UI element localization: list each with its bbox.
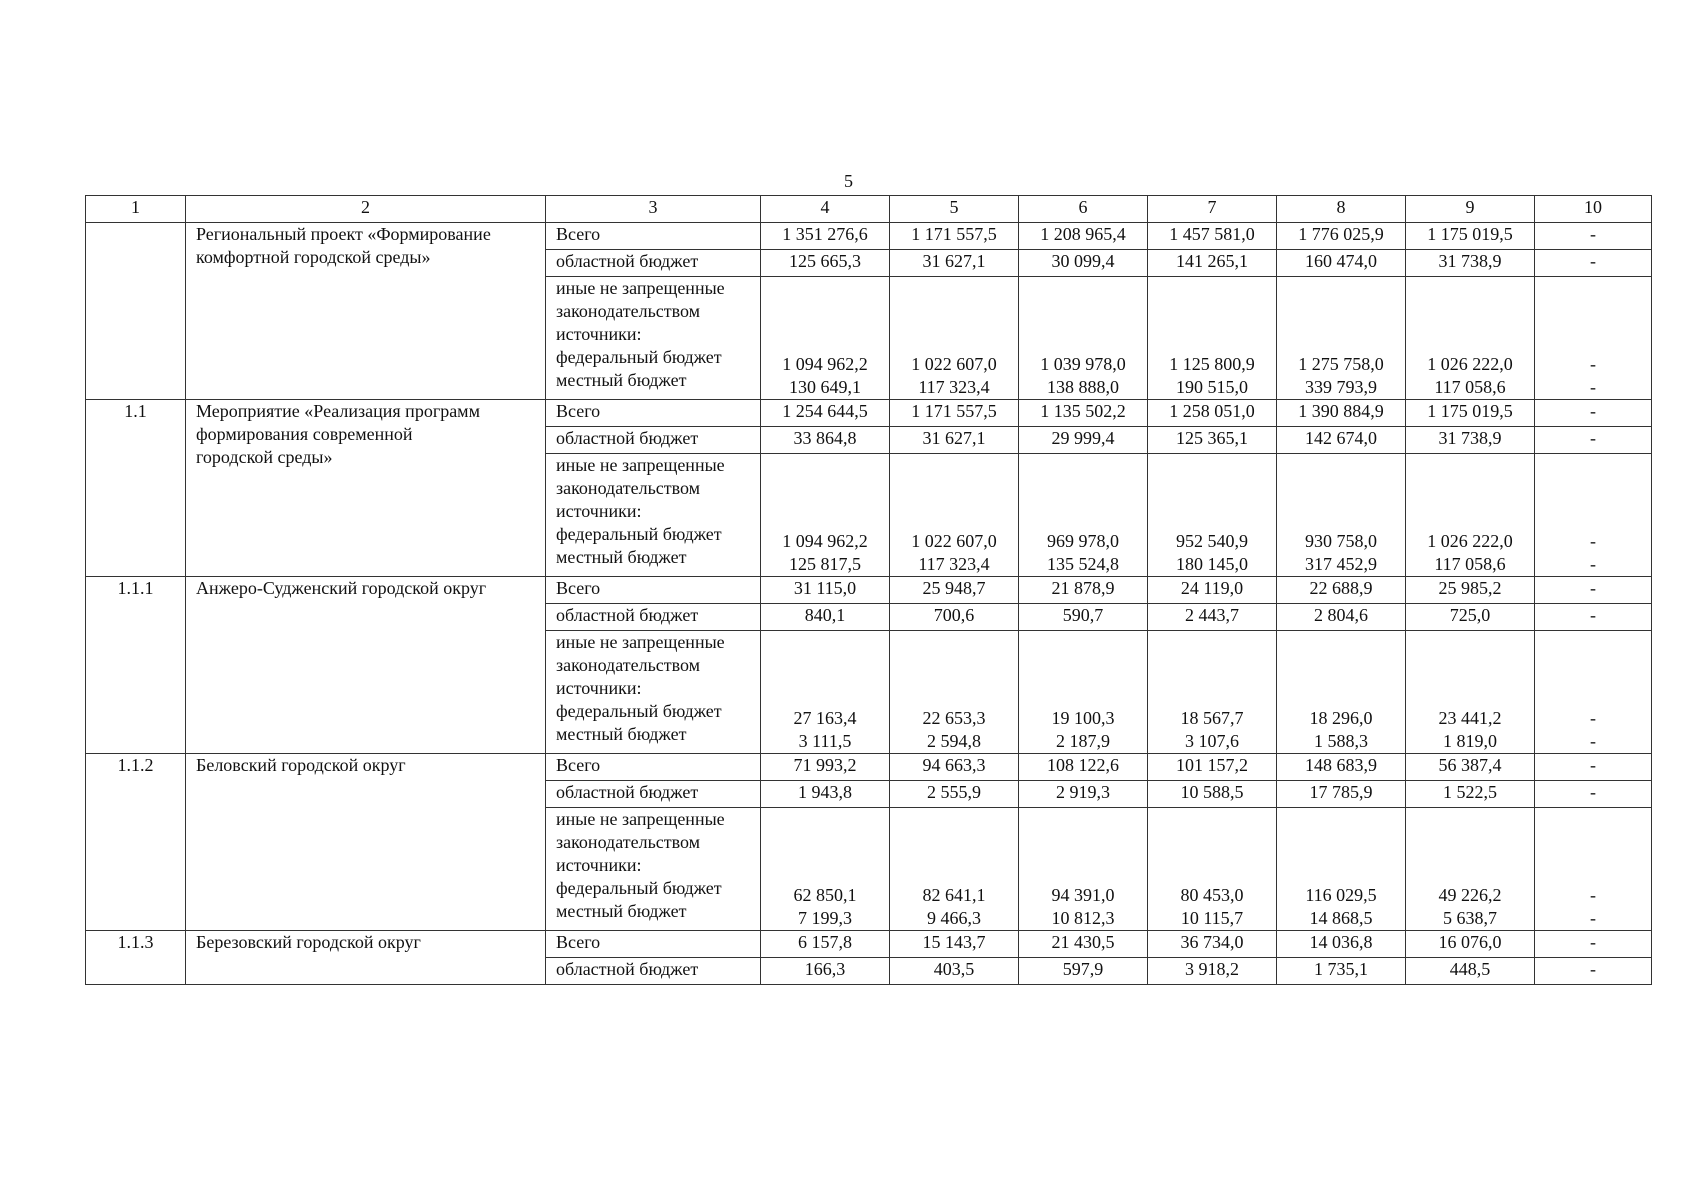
local-value: 2 187,9 (1056, 731, 1110, 751)
value-cell: 1 457 581,0 (1148, 223, 1277, 250)
value-cell: 14 036,8 (1277, 931, 1406, 958)
value-cell-group (1277, 631, 1406, 754)
federal-value: 1 094 962,2 (782, 354, 868, 374)
value-cell: 403,5 (890, 958, 1019, 985)
row-name (186, 400, 546, 577)
value-cell: 1 175 019,5 (1406, 400, 1535, 427)
federal-value: 1 022 607,0 (911, 531, 997, 551)
column-number: 7 (1148, 196, 1277, 223)
value-cell: 1 943,8 (761, 781, 890, 808)
source-label: Всего (546, 577, 761, 604)
column-number: 6 (1019, 196, 1148, 223)
source-label-line: законодательством (556, 301, 701, 321)
value-cell: 15 143,7 (890, 931, 1019, 958)
value-cell: - (1535, 931, 1652, 958)
column-number: 4 (761, 196, 890, 223)
value-cell-group (1406, 454, 1535, 577)
source-label-line: законодательством (556, 655, 701, 675)
value-cell: 1 171 557,5 (890, 223, 1019, 250)
value-cell-group (1406, 631, 1535, 754)
federal-value: 1 094 962,2 (782, 531, 868, 551)
value-cell: 725,0 (1406, 604, 1535, 631)
value-cell: 160 474,0 (1277, 250, 1406, 277)
source-label: областной бюджет (546, 250, 761, 277)
federal-value: - (1590, 708, 1596, 728)
source-label-line: местный бюджет (556, 370, 687, 390)
row-name-line: городской среды» (196, 447, 333, 467)
value-cell: 597,9 (1019, 958, 1148, 985)
column-number: 8 (1277, 196, 1406, 223)
value-cell-group (1277, 277, 1406, 400)
source-label-line: законодательством (556, 832, 701, 852)
value-cell: 31 627,1 (890, 250, 1019, 277)
value-cell: 2 443,7 (1148, 604, 1277, 631)
value-cell: 1 390 884,9 (1277, 400, 1406, 427)
local-value: 125 817,5 (789, 554, 861, 574)
value-cell: 448,5 (1406, 958, 1535, 985)
source-label-line: федеральный бюджет (556, 524, 722, 544)
federal-value: 82 641,1 (922, 885, 986, 905)
federal-value: 80 453,0 (1180, 885, 1244, 905)
value-cell-group (890, 454, 1019, 577)
local-value: 10 812,3 (1051, 908, 1115, 928)
source-label-group (546, 277, 761, 400)
value-cell-group (761, 808, 890, 931)
source-label-line: иные не запрещенные (556, 455, 725, 475)
value-cell: 1 776 025,9 (1277, 223, 1406, 250)
local-value: 317 452,9 (1305, 554, 1377, 574)
value-cell: 590,7 (1019, 604, 1148, 631)
local-value: - (1590, 908, 1596, 928)
source-label-line: местный бюджет (556, 547, 687, 567)
local-value: 130 649,1 (789, 377, 861, 397)
value-cell: 56 387,4 (1406, 754, 1535, 781)
local-value: 117 058,6 (1434, 377, 1506, 397)
federal-value: 1 039 978,0 (1040, 354, 1126, 374)
column-number: 5 (890, 196, 1019, 223)
row-name-line: Региональный проект «Формирование (196, 224, 491, 244)
table-row (86, 931, 1652, 958)
value-cell: 22 688,9 (1277, 577, 1406, 604)
row-name-line: Анжеро-Судженский городской округ (196, 578, 487, 598)
value-cell: 1 175 019,5 (1406, 223, 1535, 250)
value-cell: 21 430,5 (1019, 931, 1148, 958)
value-cell: 101 157,2 (1148, 754, 1277, 781)
column-number-row (86, 196, 1652, 223)
column-number: 2 (186, 196, 546, 223)
value-cell: 71 993,2 (761, 754, 890, 781)
value-cell-group (1535, 454, 1652, 577)
source-label: Всего (546, 931, 761, 958)
local-value: - (1590, 554, 1596, 574)
local-value: 135 524,8 (1047, 554, 1119, 574)
federal-value: 930 758,0 (1305, 531, 1377, 551)
federal-value: 94 391,0 (1051, 885, 1115, 905)
column-number: 10 (1535, 196, 1652, 223)
value-cell: 1 522,5 (1406, 781, 1535, 808)
row-name-line: формирования современной (196, 424, 413, 444)
local-value: - (1590, 731, 1596, 751)
value-cell: - (1535, 223, 1652, 250)
local-value: 2 594,8 (927, 731, 981, 751)
table-row (86, 223, 1652, 250)
value-cell: 1 208 965,4 (1019, 223, 1148, 250)
value-cell-group (1277, 808, 1406, 931)
source-label-line: местный бюджет (556, 724, 687, 744)
value-cell-group (890, 808, 1019, 931)
federal-value: - (1590, 885, 1596, 905)
federal-value: 1 022 607,0 (911, 354, 997, 374)
value-cell-group (1535, 808, 1652, 931)
value-cell: 33 864,8 (761, 427, 890, 454)
value-cell-group (890, 631, 1019, 754)
budget-table (85, 195, 1652, 985)
local-value: 180 145,0 (1176, 554, 1248, 574)
federal-value: - (1590, 354, 1596, 374)
value-cell: 1 351 276,6 (761, 223, 890, 250)
value-cell: - (1535, 754, 1652, 781)
row-name-line: Березовский городской округ (196, 932, 421, 952)
source-label-line: источники: (556, 501, 642, 521)
row-name (186, 754, 546, 931)
value-cell-group (1148, 277, 1277, 400)
local-value: 1 819,0 (1443, 731, 1497, 751)
value-cell: 840,1 (761, 604, 890, 631)
value-cell: 36 734,0 (1148, 931, 1277, 958)
value-cell: 700,6 (890, 604, 1019, 631)
local-value: 1 588,3 (1314, 731, 1368, 751)
row-name-line: Мероприятие «Реализация программ (196, 401, 480, 421)
value-cell: - (1535, 250, 1652, 277)
value-cell-group (1535, 277, 1652, 400)
federal-value: 1 125 800,9 (1169, 354, 1255, 374)
value-cell: 1 258 051,0 (1148, 400, 1277, 427)
federal-value: 1 026 222,0 (1427, 531, 1513, 551)
value-cell: 31 738,9 (1406, 250, 1535, 277)
federal-value: 19 100,3 (1051, 708, 1115, 728)
row-code: 1.1.1 (86, 577, 186, 754)
row-code: 1.1.2 (86, 754, 186, 931)
value-cell: 1 254 644,5 (761, 400, 890, 427)
table-body (86, 223, 1652, 985)
local-value: 339 793,9 (1305, 377, 1377, 397)
source-label-line: федеральный бюджет (556, 701, 722, 721)
value-cell: 3 918,2 (1148, 958, 1277, 985)
value-cell: 31 627,1 (890, 427, 1019, 454)
value-cell: 24 119,0 (1148, 577, 1277, 604)
value-cell-group (1019, 277, 1148, 400)
value-cell-group (1148, 631, 1277, 754)
value-cell: - (1535, 781, 1652, 808)
federal-value: 116 029,5 (1305, 885, 1377, 905)
source-label-line: источники: (556, 855, 642, 875)
source-label-line: иные не запрещенные (556, 632, 725, 652)
row-code: 1.1.3 (86, 931, 186, 985)
value-cell: 125 365,1 (1148, 427, 1277, 454)
row-name-line: Беловский городской округ (196, 755, 406, 775)
local-value: 10 115,7 (1180, 908, 1244, 928)
row-code (86, 223, 186, 400)
value-cell: 21 878,9 (1019, 577, 1148, 604)
value-cell: 29 999,4 (1019, 427, 1148, 454)
source-label: Всего (546, 400, 761, 427)
value-cell-group (761, 454, 890, 577)
value-cell: 17 785,9 (1277, 781, 1406, 808)
value-cell-group (1535, 631, 1652, 754)
value-cell-group (1148, 808, 1277, 931)
value-cell-group (1277, 454, 1406, 577)
federal-value: 18 567,7 (1180, 708, 1244, 728)
value-cell-group (761, 277, 890, 400)
federal-value: 23 441,2 (1438, 708, 1502, 728)
local-value: 9 466,3 (927, 908, 981, 928)
table-row (86, 400, 1652, 427)
value-cell: - (1535, 577, 1652, 604)
federal-value: 27 163,4 (793, 708, 857, 728)
value-cell: 30 099,4 (1019, 250, 1148, 277)
source-label-line: иные не запрещенные (556, 809, 725, 829)
value-cell-group (761, 631, 890, 754)
federal-value: 952 540,9 (1176, 531, 1248, 551)
value-cell: - (1535, 958, 1652, 985)
value-cell: 6 157,8 (761, 931, 890, 958)
source-label-line: иные не запрещенные (556, 278, 725, 298)
local-value: 117 323,4 (918, 554, 990, 574)
value-cell-group (1019, 808, 1148, 931)
column-number: 9 (1406, 196, 1535, 223)
federal-value: - (1590, 531, 1596, 551)
source-label-line: законодательством (556, 478, 701, 498)
source-label-line: источники: (556, 678, 642, 698)
value-cell: 142 674,0 (1277, 427, 1406, 454)
federal-value: 1 275 758,0 (1298, 354, 1384, 374)
source-label: областной бюджет (546, 604, 761, 631)
source-label-group (546, 631, 761, 754)
value-cell: 125 665,3 (761, 250, 890, 277)
table-row (86, 577, 1652, 604)
local-value: 3 107,6 (1185, 731, 1239, 751)
value-cell: 31 115,0 (761, 577, 890, 604)
row-name-line: комфортной городской среды» (196, 247, 431, 267)
source-label: областной бюджет (546, 427, 761, 454)
value-cell: 31 738,9 (1406, 427, 1535, 454)
local-value: - (1590, 377, 1596, 397)
local-value: 3 111,5 (798, 731, 852, 751)
value-cell: 2 919,3 (1019, 781, 1148, 808)
column-number: 1 (86, 196, 186, 223)
federal-value: 1 026 222,0 (1427, 354, 1513, 374)
source-label: областной бюджет (546, 958, 761, 985)
federal-value: 49 226,2 (1438, 885, 1502, 905)
row-name (186, 931, 546, 985)
value-cell-group (890, 277, 1019, 400)
value-cell: 2 804,6 (1277, 604, 1406, 631)
source-label: Всего (546, 754, 761, 781)
source-label: Всего (546, 223, 761, 250)
value-cell: 10 588,5 (1148, 781, 1277, 808)
row-code: 1.1 (86, 400, 186, 577)
local-value: 117 058,6 (1434, 554, 1506, 574)
column-number: 3 (546, 196, 761, 223)
table-row (86, 754, 1652, 781)
source-label-line: местный бюджет (556, 901, 687, 921)
value-cell-group (1148, 454, 1277, 577)
value-cell-group (1019, 631, 1148, 754)
value-cell: 148 683,9 (1277, 754, 1406, 781)
local-value: 5 638,7 (1443, 908, 1497, 928)
local-value: 7 199,3 (798, 908, 852, 928)
row-name (186, 223, 546, 400)
value-cell: 1 135 502,2 (1019, 400, 1148, 427)
local-value: 190 515,0 (1176, 377, 1248, 397)
value-cell: - (1535, 400, 1652, 427)
value-cell-group (1406, 808, 1535, 931)
value-cell: 141 265,1 (1148, 250, 1277, 277)
value-cell: 25 985,2 (1406, 577, 1535, 604)
source-label-line: федеральный бюджет (556, 878, 722, 898)
page-number: 5 (844, 171, 853, 191)
value-cell: - (1535, 427, 1652, 454)
federal-value: 62 850,1 (793, 885, 857, 905)
value-cell: 1 735,1 (1277, 958, 1406, 985)
value-cell: 108 122,6 (1019, 754, 1148, 781)
row-name (186, 577, 546, 754)
source-label-line: источники: (556, 324, 642, 344)
local-value: 117 323,4 (918, 377, 990, 397)
value-cell-group (1019, 454, 1148, 577)
local-value: 14 868,5 (1309, 908, 1373, 928)
value-cell: 2 555,9 (890, 781, 1019, 808)
value-cell: 16 076,0 (1406, 931, 1535, 958)
federal-value: 969 978,0 (1047, 531, 1119, 551)
value-cell: 166,3 (761, 958, 890, 985)
value-cell: 1 171 557,5 (890, 400, 1019, 427)
value-cell: - (1535, 604, 1652, 631)
value-cell: 94 663,3 (890, 754, 1019, 781)
value-cell: 25 948,7 (890, 577, 1019, 604)
local-value: 138 888,0 (1047, 377, 1119, 397)
value-cell-group (1406, 277, 1535, 400)
source-label-line: федеральный бюджет (556, 347, 722, 367)
federal-value: 22 653,3 (922, 708, 986, 728)
source-label: областной бюджет (546, 781, 761, 808)
source-label-group (546, 454, 761, 577)
federal-value: 18 296,0 (1309, 708, 1373, 728)
source-label-group (546, 808, 761, 931)
